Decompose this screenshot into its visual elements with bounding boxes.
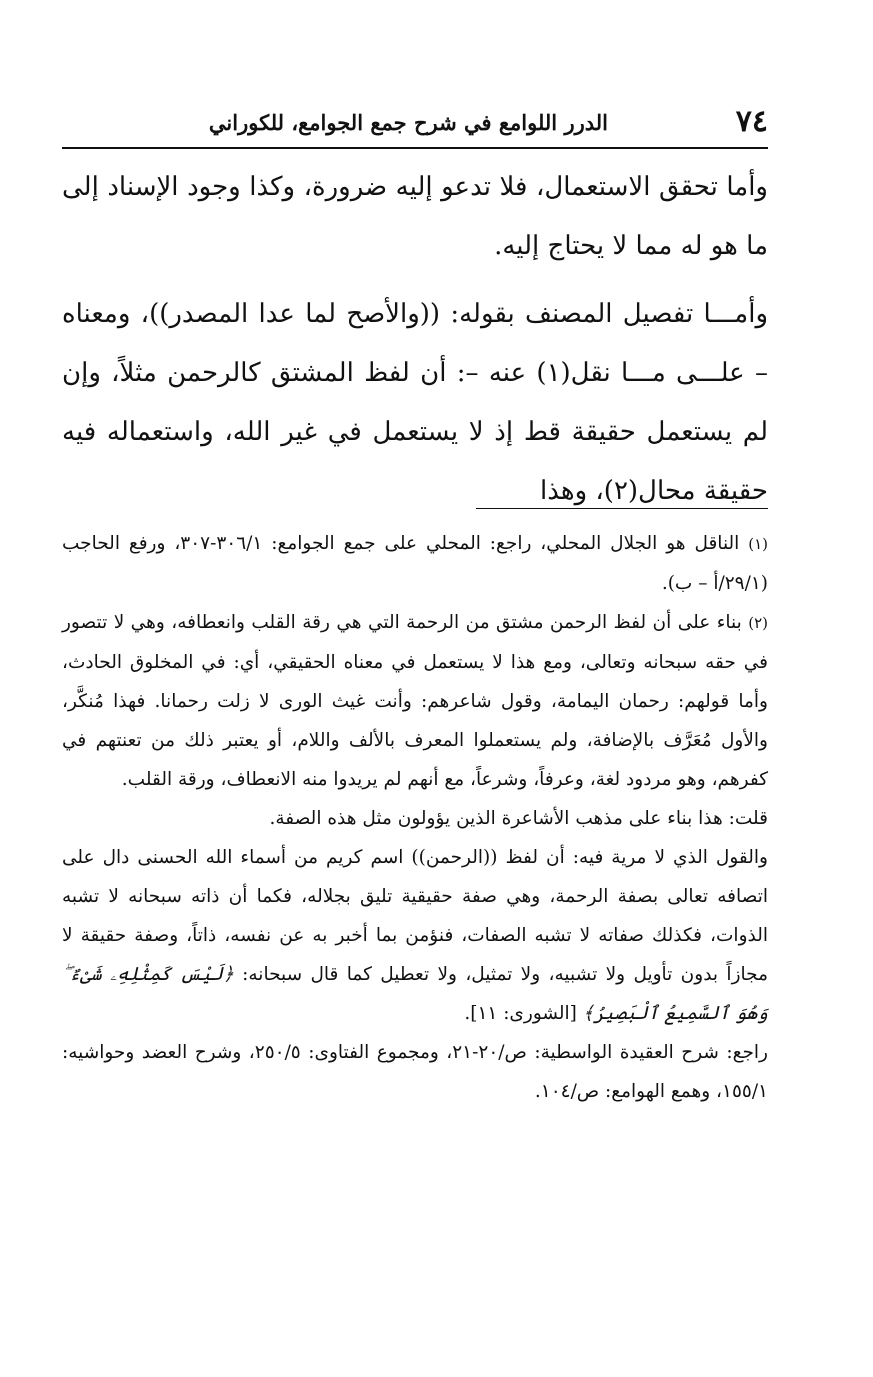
page-header	[62, 102, 768, 146]
footnote-note-qult: قلت: هذا بناء على مذهب الأشاعرة الذين يؤولون مثل هذه الصفة.	[269, 808, 768, 829]
body-paragraph: وأمـــا تفصيل المصنف بقوله: ((والأصح لما عدا المصدر))، ومعناه – علـــى مـــا نقل(١) عنه –: أن لفظ المشتق كالرحمن مثلاً، وإن لم يستعمل حقيقة قط إذ لا يستعمل في غير الله، واستعماله فيه حقيقة محال(٢)، وهذا	[62, 299, 768, 506]
running-title: الدرر اللوامع في شرح جمع الجوامع، للكوراني	[208, 110, 608, 135]
footnote-text: بناء على أن لفظ الرحمن مشتق من الرحمة التي هي رقة القلب وانعطافه، وهي لا تتصور في حقه سبحانه وتعالى، ومع هذا لا يستعمل في معناه الحقيقي، أي: في المخلوق الحادث، وأما قولهم: رحمان اليمامة، وقول شاعرهم: وأنت غيث الورى لا زلت رحمانا. فهذا مُنكَّر، والأول مُعَرَّف بالإضافة، ولم يستعملوا المعرف بالألف واللام، أو يعتبر ذلك من تعنتهم في كفرهم، وهو مردود لغة، وعرفاً، وشرعاً، مع أنهم لم يريدوا منه الانعطاف، ورقة القلب.	[62, 612, 768, 790]
footnote-marker: (٢)	[748, 614, 768, 632]
footnotes	[62, 524, 768, 1111]
footnote-separator	[476, 508, 768, 509]
footnote-text: والقول الذي لا مرية فيه: أن لفظ ((الرحمن)) اسم كريم من أسماء الله الحسنى دال على اتصافه تعالى بصفة الرحمة، وهي صفة حقيقية تليق بجلاله، فكما أن ذاته سبحانه لا تشبه الذوات، فكذلك صفاته لا تشبه الصفات، فنؤمن بما أخبر به عن نفسه، ذاتاً، وصفة حقيقة لا مجازاً بدون تأويل ولا تشبيه، ولا تمثيل، ولا تعطيل كما قال سبحانه:	[62, 847, 768, 985]
footnote-note-qawl	[62, 838, 768, 1033]
quran-reference: [الشورى: ١١].	[464, 1003, 577, 1024]
quran-verse: ﴿لَيْسَ كَمِثْلِهِۦ شَىْءٌ ۖ وَهُوَ ٱلسَّمِيعُ ٱلْبَصِيرُ﴾	[62, 964, 768, 1024]
main-text	[62, 158, 768, 521]
footnote-marker: (١)	[748, 535, 768, 553]
footnote-text: الناقل هو الجلال المحلي، راجع: المحلي على جمع الجوامع: ٣٠٦/١-٣٠٧، ورفع الحاجب (٢٩/١/أ – ب).	[62, 533, 768, 594]
page-number: ٧٤	[735, 104, 768, 139]
footnote-2	[62, 603, 768, 799]
body-paragraph: وأما تحقق الاستعمال، فلا تدعو إليه ضرورة، وكذا وجود الإسناد إلى ما هو له مما لا يحتاج إليه.	[62, 172, 768, 261]
header-rule	[62, 147, 768, 149]
footnote-references: راجع: شرح العقيدة الواسطية: ص/٢٠-٢١، ومجموع الفتاوى: ٢٥٠/٥، وشرح العضد وحواشيه: ١٥٥/١، وهمع الهوامع: ص/١٠٤.	[62, 1042, 768, 1102]
footnote-1	[62, 524, 768, 603]
